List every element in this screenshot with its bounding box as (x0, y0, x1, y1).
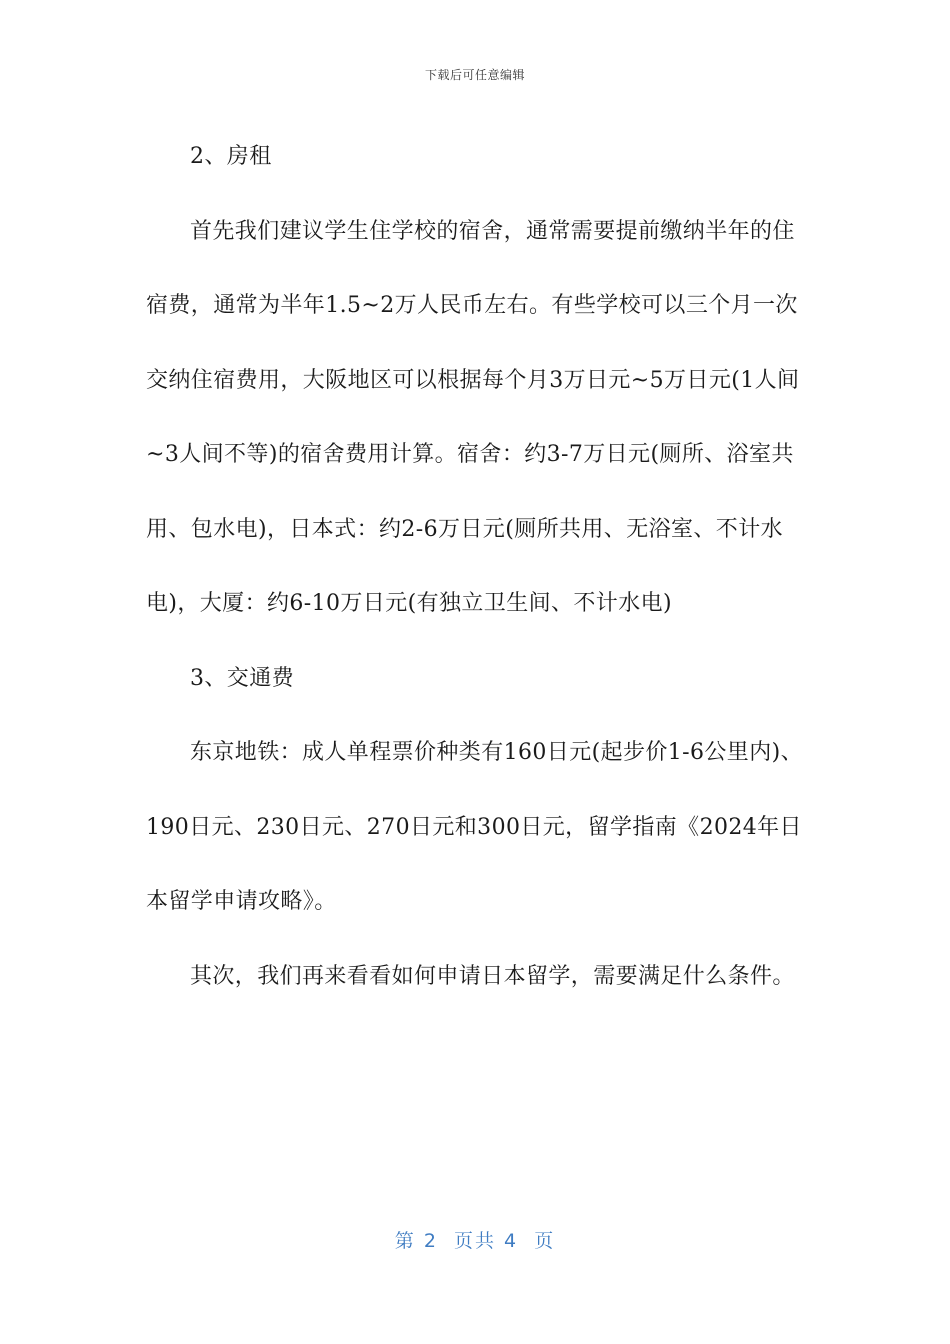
paragraph-rent-details: 首先我们建议学生住学校的宿舍，通常需要提前缴纳半年的住宿费，通常为半年1.5~2万人民币左右。有些学校可以三个月一次交纳住宿费用，大阪地区可以根据每个月3万日元~5万日元(1人间~3人间不等)的宿舍费用计算。宿舍：约3-7万日元(厕所、浴室共用、包水电)，日本式：约2-6万日元(厕所共用、无浴室、不计水电)，大厦：约6-10万日元(有独立卫生间、不计水电) (146, 218, 800, 616)
body-text (146, 120, 806, 1014)
section-heading-transport: 3、交通费 (190, 665, 294, 691)
page-number-footer: 第 2 页共 4 页 (394, 1230, 556, 1252)
header-note: 下载后可任意编辑 (424, 68, 525, 82)
section-heading-rent: 2、房租 (190, 144, 272, 169)
paragraph-transport-details: 东京地铁：成人单程票价种类有160日元(起步价1-6公里内)、190日元、230日元、270日元和300日元，留学指南《2024年日本留学申请攻略》。 (146, 740, 803, 914)
paragraph-application-intro: 其次，我们再来看看如何申请日本留学，需要满足什么条件。 (190, 963, 795, 989)
